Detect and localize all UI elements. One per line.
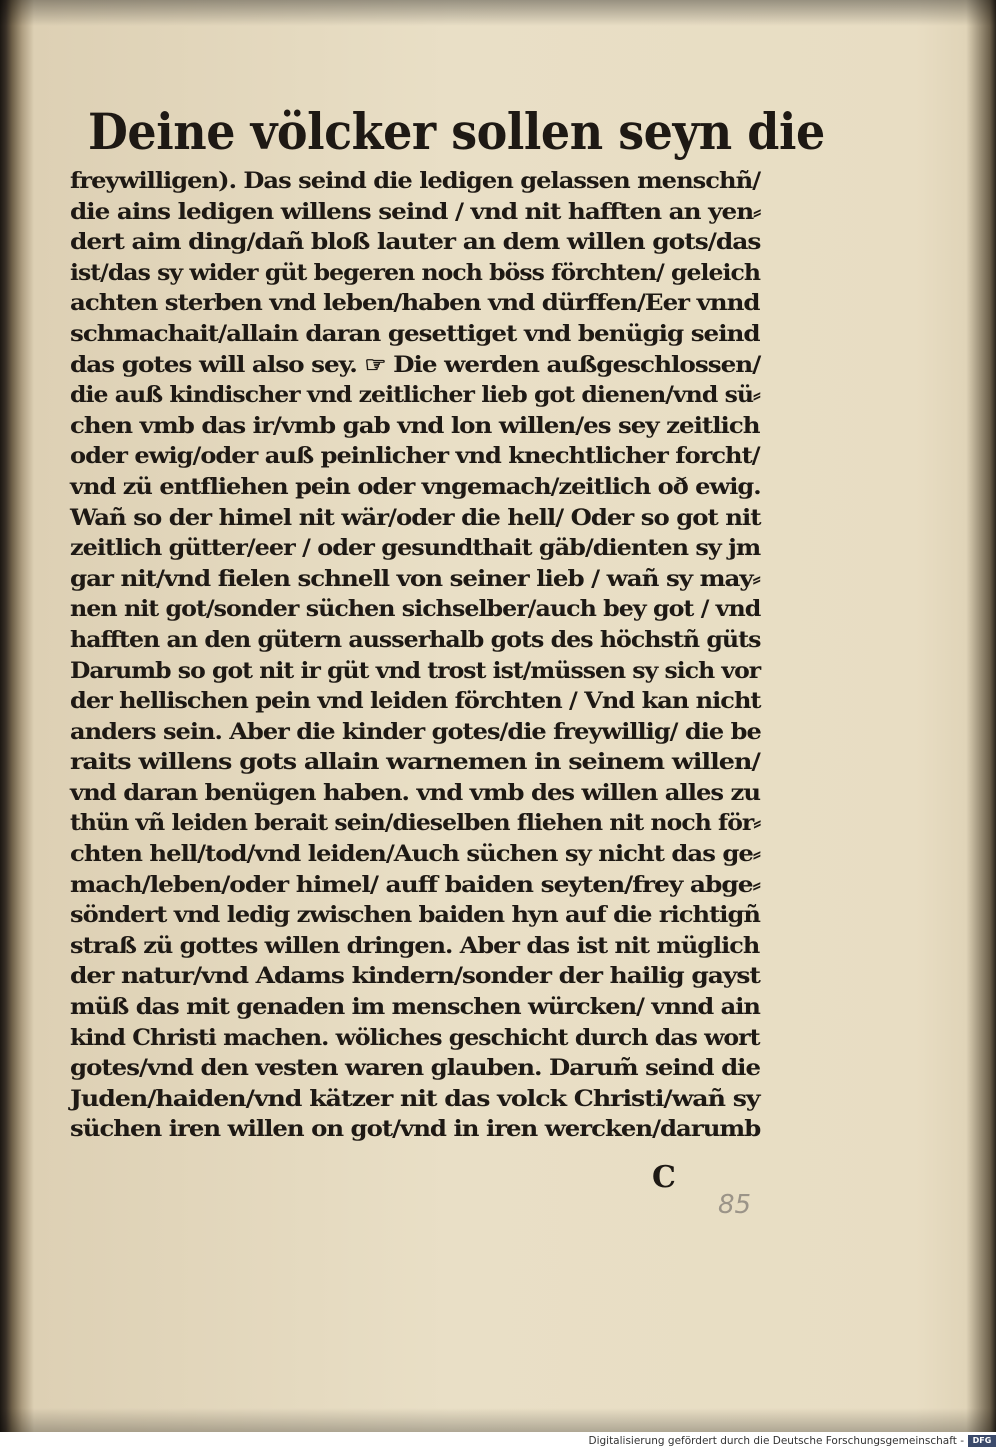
text-line: ist/das sy wider güt begeren noch böss förchten/ geleich [70, 259, 760, 286]
signature-mark: C [652, 1160, 676, 1195]
text-line: die auß kindischer vnd zeitlicher lieb got dienen/vnd sü⸗ [70, 382, 760, 409]
text-block [70, 100, 825, 1145]
text-line: süchen iren willen on got/vnd in iren wercken/darumb [70, 1116, 761, 1143]
text-line: chten hell/tod/vnd leiden/Auch süchen sy nicht das ge⸗ [70, 841, 761, 868]
text-line: gotes/vnd den vesten waren glauben. Darum̃ seind die [70, 1055, 761, 1082]
page-heading: Deine völcker sollen seyn die [88, 102, 825, 161]
text-line: dert aim ding/dañ bloß lauter an dem willen gots/das [70, 229, 761, 256]
text-line: oder ewig/oder auß peinlicher vnd knechtlicher forcht/ [70, 443, 760, 470]
text-line: kind Christi machen. wöliches geschicht durch das wort [70, 1024, 760, 1051]
text-line: hafften an den gütern ausserhalb gots des höchstñ güts [70, 626, 761, 653]
text-line: mach/leben/oder himel/ auff baiden seyten/frey abge⸗ [70, 871, 760, 898]
footer-credit: Digitalisierung gefördert durch die Deutsche Forschungsgemeinschaft - [588, 1435, 964, 1447]
dfg-logo-icon: DFG [968, 1435, 996, 1447]
text-line: vnd zü entfliehen pein oder vngemach/zeitlich oð ewig. [70, 473, 761, 500]
folio-number: 85 [718, 1190, 752, 1220]
text-line: Darumb so got nit ir güt vnd trost ist/müssen sy sich vor [70, 657, 761, 684]
text-line: der natur/vnd Adams kindern/sonder der hailig gayst [70, 963, 760, 990]
text-line: gar nit/vnd fielen schnell von seiner lieb / wañ sy may⸗ [70, 565, 760, 592]
text-lines [70, 166, 760, 1145]
text-line: freywilligen). Das seind die ledigen gelassen menschñ/ [70, 168, 761, 194]
text-line: thün vñ leiden berait sein/dieselben fliehen nit noch för⸗ [70, 810, 761, 837]
text-line: Wañ so der himel nit wär/oder die hell/ Oder so got nit [70, 504, 761, 531]
text-line: nen nit got/sonder süchen sichselber/auch bey got / vnd [70, 596, 761, 623]
text-line: die ains ledigen willens seind / vnd nit hafften an yen⸗ [70, 198, 761, 225]
text-line: zeitlich gütter/eer / oder gesundthait gäb/dienten sy jm [70, 535, 761, 562]
text-line: söndert vnd ledig zwischen baiden hyn auf die richtigñ [70, 902, 760, 929]
text-line: das gotes will also sey. ☞ Die werden außgeschlossen/ [70, 351, 761, 378]
text-line: vnd daran benügen haben. vnd vmb des willen alles zu [70, 779, 761, 806]
text-line: der hellischen pein vnd leiden förchten / Vnd kan nicht [70, 688, 761, 715]
footer-bar [0, 1432, 1000, 1451]
text-line: chen vmb das ir/vmb gab vnd lon willen/es sey zeitlich [70, 412, 760, 439]
text-line: straß zü gottes willen dringen. Aber das ist nit müglich [70, 932, 760, 959]
text-line: raits willens gots allain warnemen in seinem willen/ [70, 749, 760, 776]
text-line: Juden/haiden/vnd kätzer nit das volck Christi/wañ sy [70, 1085, 760, 1112]
text-line: anders sein. Aber die kinder gotes/die freywillig/ die be [70, 718, 761, 745]
text-line: müß das mit genaden im menschen würcken/ vnnd ain [70, 994, 760, 1021]
text-line: schmachait/allain daran gesettiget vnd benügig seind [70, 320, 760, 347]
text-line: achten sterben vnd leben/haben vnd dürffen/Eer vnnd [70, 290, 760, 317]
